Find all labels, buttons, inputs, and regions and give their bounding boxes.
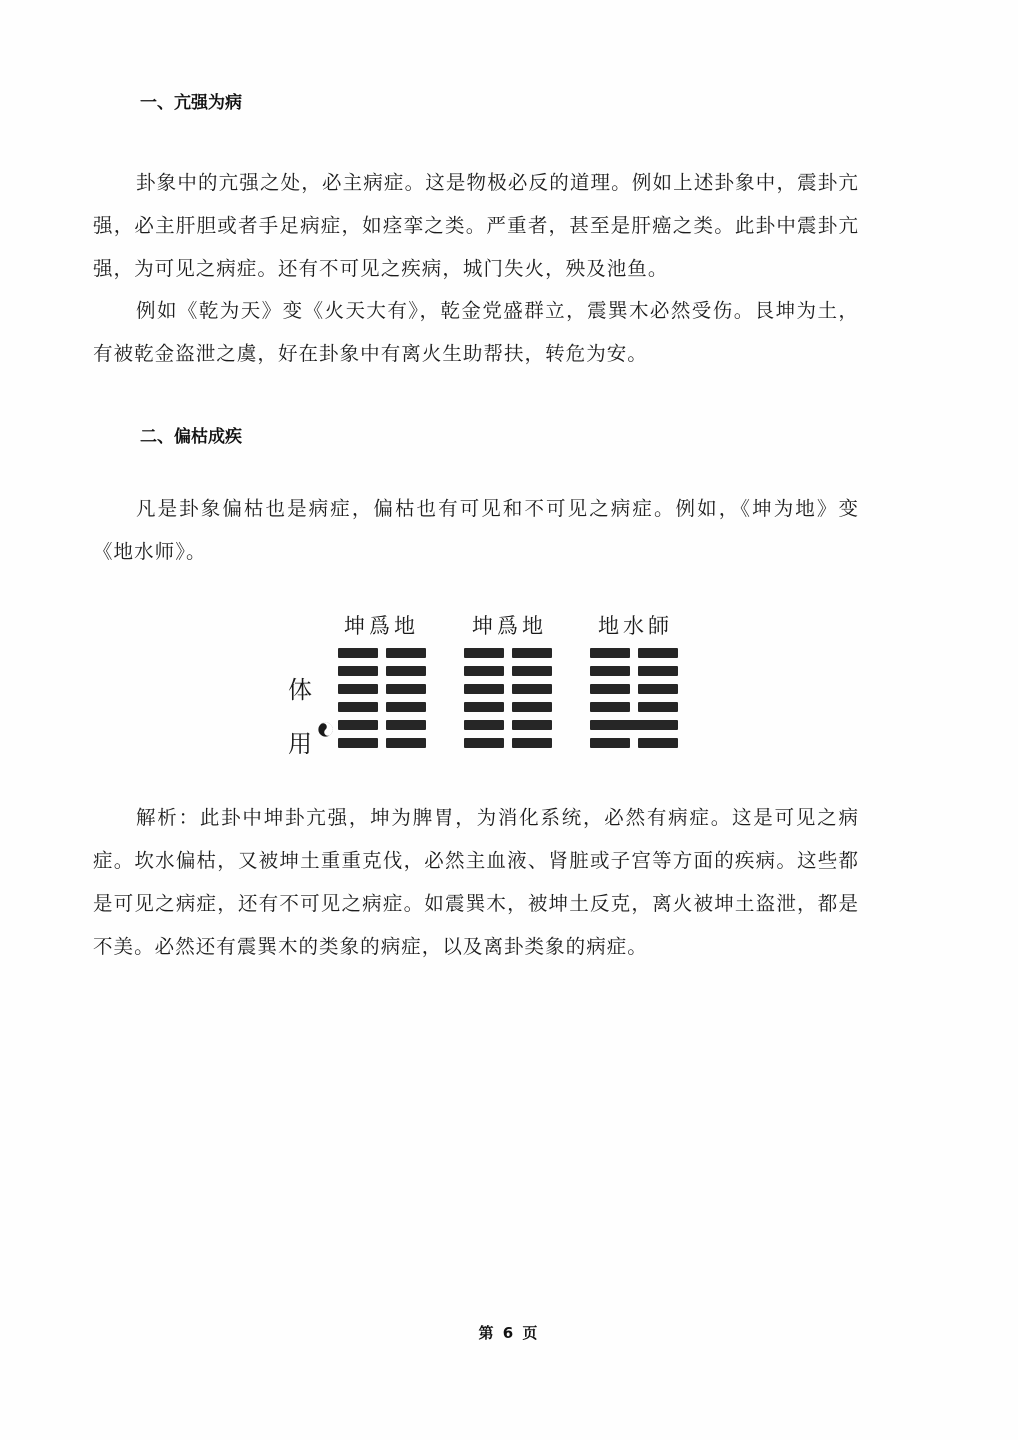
line-segment bbox=[512, 648, 552, 658]
hexagram-title-1: 坤爲地 bbox=[344, 614, 419, 638]
line-segment bbox=[464, 702, 504, 712]
line-segment bbox=[590, 738, 630, 748]
line-segment bbox=[464, 666, 504, 676]
yin-line bbox=[338, 702, 428, 712]
yin-line bbox=[464, 738, 554, 748]
yin-line bbox=[590, 702, 680, 712]
yin-line bbox=[590, 648, 680, 658]
yin-line bbox=[338, 666, 428, 676]
hexagram-kun-1 bbox=[338, 648, 428, 756]
line-segment bbox=[512, 684, 552, 694]
line-segment bbox=[464, 648, 504, 658]
yin-line bbox=[590, 684, 680, 694]
yin-line bbox=[338, 720, 428, 730]
paragraph-1: 卦象中的亢强之处，必主病症。这是物极必反的道理。例如上述卦象中，震卦亢强，必主肝胆或者手足病症，如痉挛之类。严重者，甚至是肝癌之类。此卦中震卦亢强，为可见之病症。还有不可见之疾病，城门失火，殃及池鱼。 bbox=[93, 171, 859, 280]
line-segment bbox=[590, 666, 630, 676]
yin-line bbox=[464, 720, 554, 730]
line-segment bbox=[590, 720, 678, 730]
label-yong: 用 bbox=[288, 730, 312, 758]
line-segment bbox=[590, 648, 630, 658]
line-segment bbox=[386, 738, 426, 748]
yin-line bbox=[464, 702, 554, 712]
hexagram-shi bbox=[590, 648, 680, 756]
line-segment bbox=[338, 738, 378, 748]
hexagram-title-3: 地水師 bbox=[598, 614, 673, 638]
line-segment bbox=[638, 684, 678, 694]
yin-yang-icon bbox=[318, 722, 333, 737]
label-ti: 体 bbox=[288, 676, 312, 704]
line-segment bbox=[386, 666, 426, 676]
line-segment bbox=[464, 720, 504, 730]
line-segment bbox=[638, 738, 678, 748]
line-segment bbox=[338, 648, 378, 658]
section-heading-1: 一、亢强为病 bbox=[140, 93, 242, 113]
yin-line bbox=[464, 684, 554, 694]
line-segment bbox=[386, 648, 426, 658]
line-segment bbox=[638, 648, 678, 658]
section-heading-2: 二、偏枯成疾 bbox=[140, 427, 242, 447]
line-segment bbox=[638, 702, 678, 712]
line-segment bbox=[464, 684, 504, 694]
line-segment bbox=[338, 684, 378, 694]
line-segment bbox=[386, 702, 426, 712]
line-segment bbox=[512, 702, 552, 712]
line-segment bbox=[638, 666, 678, 676]
paragraph-2: 例如《乾为天》变《火天大有》，乾金党盛群立，震巽木必然受伤。艮坤为土，有被乾金盗泄之虞，好在卦象中有离火生助帮扶，转危为安。 bbox=[93, 299, 859, 365]
line-segment bbox=[512, 738, 552, 748]
line-segment bbox=[464, 738, 504, 748]
paragraph-3: 凡是卦象偏枯也是病症，偏枯也有可见和不可见之病症。例如，《坤为地》变《地水师》。 bbox=[93, 497, 859, 563]
line-segment bbox=[512, 720, 552, 730]
line-segment bbox=[338, 666, 378, 676]
line-segment bbox=[590, 684, 630, 694]
line-segment bbox=[338, 702, 378, 712]
yin-line bbox=[464, 648, 554, 658]
yin-line bbox=[590, 738, 680, 748]
hexagram-title-2: 坤爲地 bbox=[472, 614, 547, 638]
line-segment bbox=[512, 666, 552, 676]
yin-line bbox=[338, 684, 428, 694]
line-segment bbox=[386, 684, 426, 694]
line-segment bbox=[338, 720, 378, 730]
hexagram-kun-2 bbox=[464, 648, 554, 756]
line-segment bbox=[386, 720, 426, 730]
yin-line bbox=[338, 648, 428, 658]
analysis-paragraph: 解析：此卦中坤卦亢强，坤为脾胃，为消化系统，必然有病症。这是可见之病症。坎水偏枯，又被坤土重重克伐，必然主血液、肾脏或子宫等方面的疾病。这些都是可见之病症，还有不可见之病症。如震巽木，被坤土反克，离火被坤土盗泄，都是不美。必然还有震巽木的类象的病症，以及离卦类象的病症。 bbox=[93, 806, 859, 958]
yin-line bbox=[590, 666, 680, 676]
yin-line bbox=[338, 738, 428, 748]
line-segment bbox=[590, 702, 630, 712]
page-number: 第 6 页 bbox=[478, 1324, 540, 1342]
yang-line bbox=[590, 720, 680, 730]
hexagram-diagram bbox=[280, 600, 700, 770]
yin-line bbox=[464, 666, 554, 676]
